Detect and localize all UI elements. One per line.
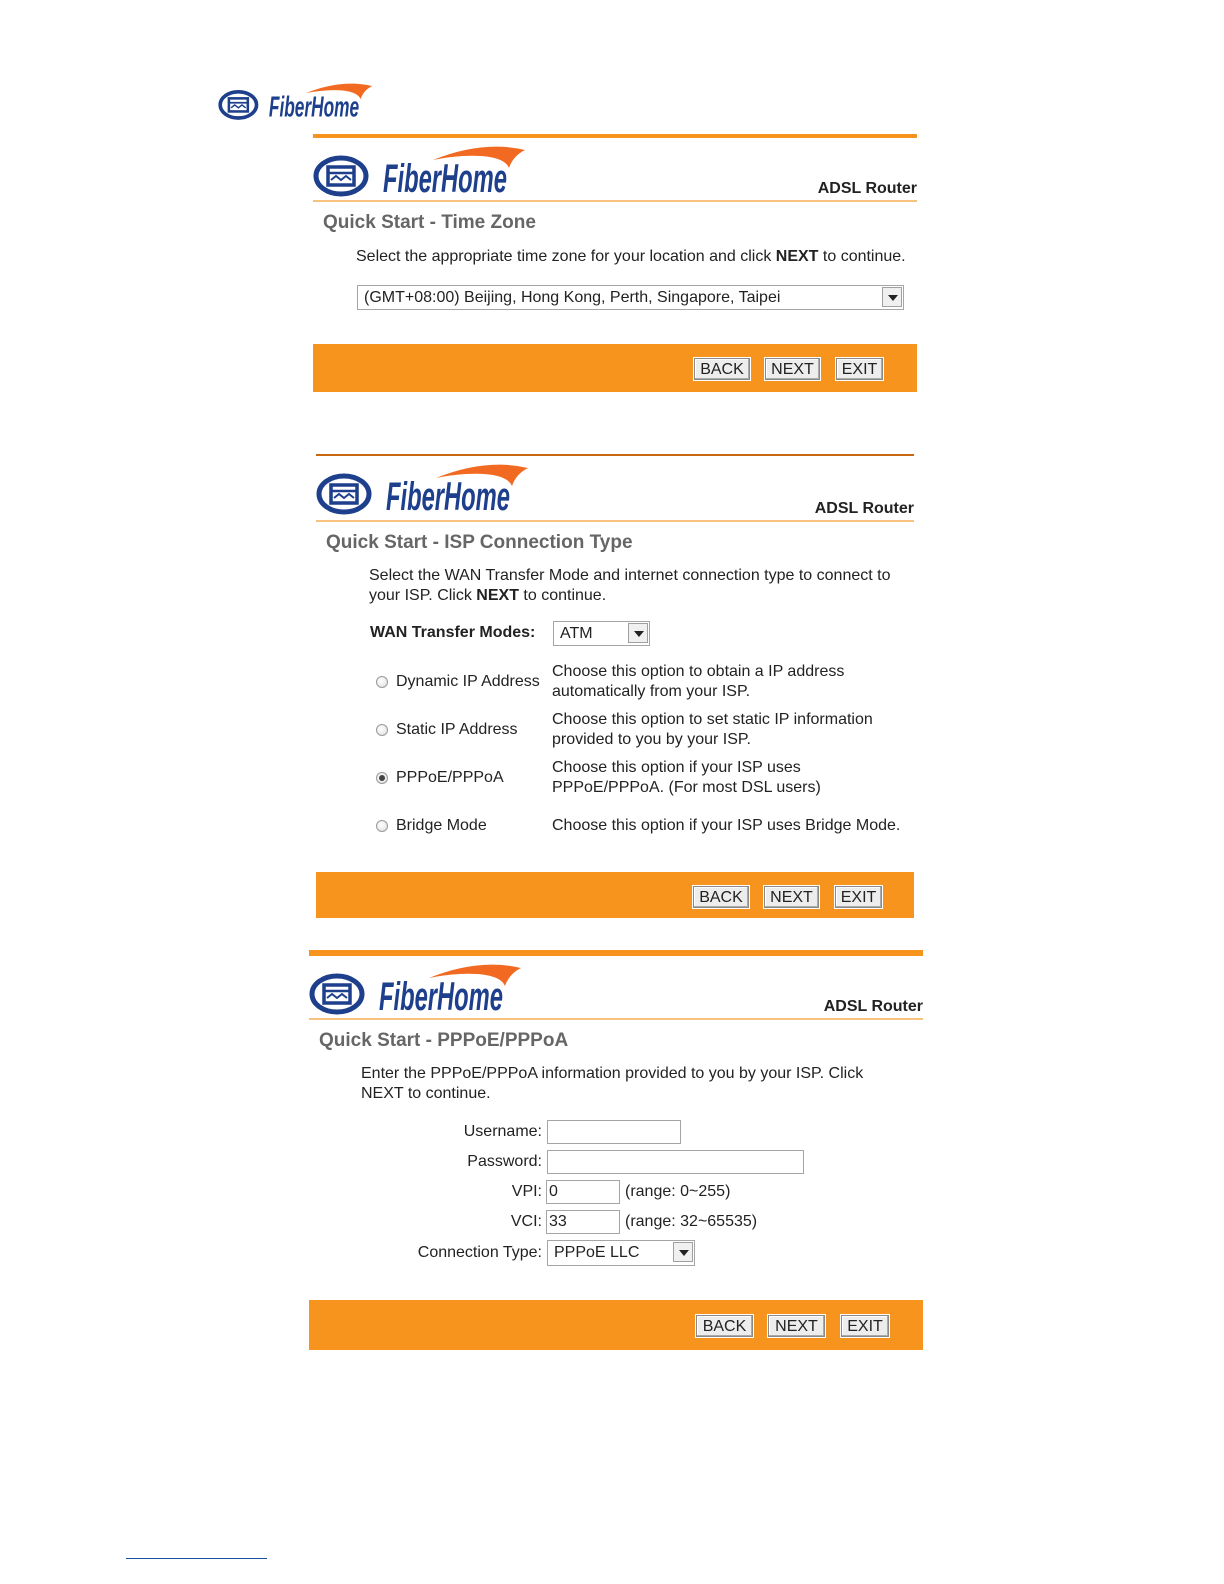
next-button[interactable]: NEXT (764, 886, 819, 908)
dynamic-ip-radio[interactable] (376, 676, 388, 688)
back-button[interactable]: BACK (696, 1315, 753, 1337)
username-label: Username: (463, 1123, 542, 1140)
desc-text: to continue. (518, 587, 607, 604)
vpi-range: (range: 0~255) (625, 1183, 731, 1200)
static-ip-label[interactable]: Static IP Address (396, 721, 518, 738)
desc-line: Choose this option to set static IP information (552, 711, 873, 728)
fiberhome-logo (313, 142, 533, 202)
fiberhome-logo (316, 460, 536, 520)
connection-type-select-value: PPPoE LLC (554, 1244, 640, 1261)
username-input[interactable] (547, 1120, 681, 1144)
timezone-description (356, 247, 906, 267)
header-divider (316, 520, 914, 522)
next-button[interactable]: NEXT (765, 358, 820, 380)
product-name: ADSL Router (814, 500, 914, 517)
password-input[interactable] (547, 1150, 804, 1174)
desc-line: Choose this option if your ISP uses (552, 759, 801, 776)
product-name: ADSL Router (823, 998, 923, 1015)
vpi-label: VPI: (511, 1183, 542, 1200)
pppoe-panel (309, 950, 923, 1350)
back-button[interactable]: BACK (693, 886, 749, 908)
desc-line: provided to you by your ISP. (552, 731, 751, 748)
vci-label: VCI: (510, 1213, 542, 1230)
exit-button[interactable]: EXIT (841, 1315, 889, 1337)
desc-line: automatically from your ISP. (552, 683, 751, 700)
timezone-panel (313, 134, 917, 394)
vpi-input[interactable]: 0 (546, 1180, 620, 1204)
desc-line: Select the WAN Transfer Mode and internet connection type to connect to (369, 567, 891, 584)
panel-header (309, 956, 923, 1018)
wan-mode-label: WAN Transfer Modes: (370, 624, 536, 641)
pppoe-label[interactable]: PPPoE/PPPoA (396, 769, 504, 786)
timezone-select[interactable] (357, 285, 904, 310)
footnote-rule (126, 1558, 267, 1559)
product-name: ADSL Router (817, 180, 917, 197)
pppoe-radio[interactable] (376, 772, 388, 784)
exit-button[interactable]: EXIT (835, 886, 882, 908)
button-bar (313, 344, 917, 392)
next-button[interactable]: NEXT (768, 1315, 825, 1337)
bridge-desc (552, 816, 900, 836)
page-title: Quick Start - Time Zone (323, 212, 536, 233)
panel-header (313, 138, 917, 200)
page-title: Quick Start - PPPoE/PPPoA (319, 1030, 569, 1051)
button-bar (309, 1300, 923, 1350)
password-label: Password: (467, 1153, 542, 1170)
desc-bold: NEXT (476, 587, 519, 604)
bridge-label[interactable]: Bridge Mode (396, 817, 487, 834)
static-ip-radio[interactable] (376, 724, 388, 736)
isp-connection-panel (316, 454, 914, 918)
desc-text: Select the appropriate time zone for your location and click (356, 248, 776, 265)
back-button[interactable]: BACK (694, 358, 750, 380)
pppoe-desc (552, 758, 821, 798)
timezone-select-value: (GMT+08:00) Beijing, Hong Kong, Perth, Singapore, Taipei (364, 289, 781, 306)
button-bar (316, 872, 914, 918)
wan-mode-select[interactable] (553, 621, 650, 646)
desc-text: to continue. (818, 248, 906, 265)
dynamic-ip-label[interactable]: Dynamic IP Address (396, 673, 540, 690)
bridge-radio[interactable] (376, 820, 388, 832)
panel-header (316, 456, 914, 520)
desc-bold: NEXT (775, 248, 819, 265)
desc-line: Enter the PPPoE/PPPoA information provided to you by your ISP. Click (361, 1065, 864, 1082)
desc-line (369, 586, 890, 606)
dynamic-ip-desc (552, 662, 844, 702)
exit-button[interactable]: EXIT (836, 358, 883, 380)
desc-line: Choose this option to obtain a IP address (552, 663, 845, 680)
wan-mode-select-value: ATM (560, 625, 593, 642)
isp-description (369, 566, 890, 606)
chevron-down-icon[interactable] (673, 1242, 693, 1262)
page-title: Quick Start - ISP Connection Type (326, 532, 633, 553)
fiberhome-logo (309, 960, 529, 1020)
chevron-down-icon[interactable] (882, 287, 902, 307)
connection-type-select[interactable] (547, 1240, 695, 1266)
chevron-down-icon[interactable] (628, 623, 648, 643)
vci-range: (range: 32~65535) (625, 1213, 758, 1230)
static-ip-desc (552, 710, 873, 750)
connection-type-label: Connection Type: (417, 1244, 542, 1261)
vci-input[interactable]: 33 (546, 1210, 620, 1234)
fiberhome-page-logo (218, 80, 378, 124)
desc-text: your ISP. Click (369, 587, 477, 604)
desc-line: NEXT to continue. (361, 1085, 491, 1102)
desc-line: PPPoE/PPPoA. (For most DSL users) (552, 779, 821, 796)
desc-line: Choose this option if your ISP uses Bridge Mode. (552, 817, 901, 834)
pppoe-description (361, 1064, 863, 1104)
